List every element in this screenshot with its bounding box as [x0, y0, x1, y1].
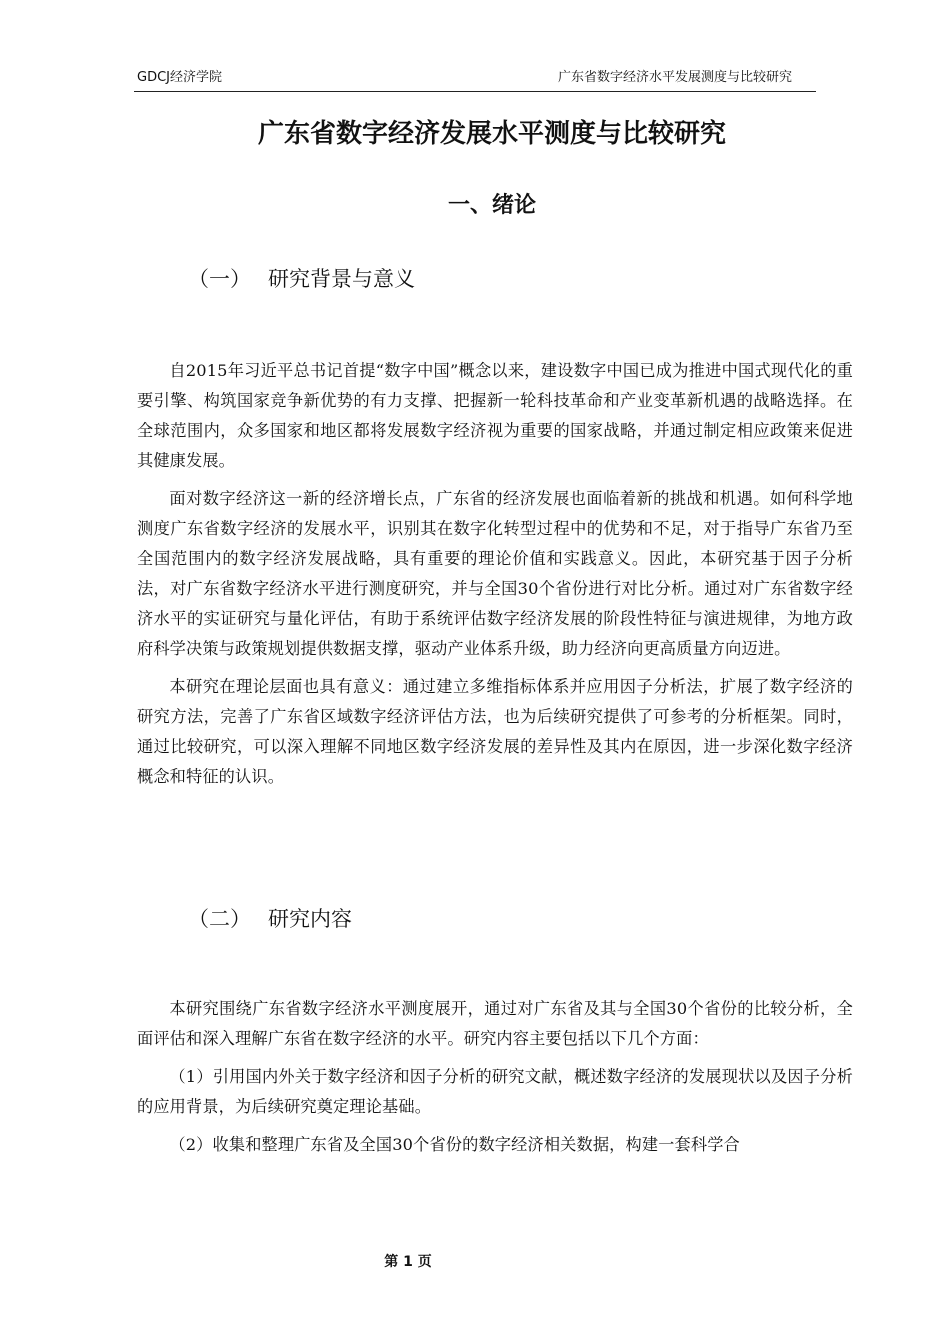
paragraph: 面对数字经济这一新的经济增长点，广东省的经济发展也面临着新的挑战和机遇。如何科学地测度广东省数字经济的发展水平，识别其在数字化转型过程中的优势和不足，对于指导广东省乃至全国范围内的数字经济发展战略，具有重要的理论价值和实践意义。因此，本研究基于因子分析法，对广东省数字经济水平进行测度研究，并与全国30个省份进行对比分析。通过对广东省数字经济水平的实证研究与量化评估，有助于系统评估数字经济发展的阶段性特征与演进规律，为地方政府科学决策与政策规划提供数据支撑，驱动产业体系升级，助力经济向更高质量方向迈进。	[137, 489, 853, 658]
section-body-content	[137, 994, 853, 1168]
page-title: 广东省数字经济发展水平测度与比较研究	[257, 119, 726, 149]
header-institution: GDCJ经济学院	[137, 70, 222, 85]
section-number: （一）	[188, 267, 251, 291]
paragraph: 本研究围绕广东省数字经济水平测度展开，通过对广东省及其与全国30个省份的比较分析，全面评估和深入理解广东省在数字经济的水平。研究内容主要包括以下几个方面：	[137, 999, 853, 1048]
page-number: 第 1 页	[384, 1254, 432, 1270]
section-heading-content	[188, 904, 352, 934]
section-title: 研究内容	[268, 907, 352, 931]
chapter-heading: 一、绪论	[447, 193, 536, 218]
section-body-background	[137, 356, 853, 800]
section-heading-background	[188, 264, 415, 294]
header-divider	[134, 91, 816, 92]
paragraph: 本研究在理论层面也具有意义：通过建立多维指标体系并应用因子分析法，扩展了数字经济的研究方法，完善了广东省区域数字经济评估方法，也为后续研究提供了可参考的分析框架。同时，通过比较研究，可以深入理解不同地区数字经济发展的差异性及其内在原因，进一步深化数字经济概念和特征的认识。	[137, 677, 853, 786]
paragraph: 自2015年习近平总书记首提“数字中国”概念以来，建设数字中国已成为推进中国式现代化的重要引擎、构筑国家竞争新优势的有力支撑、把握新一轮科技革命和产业变革新机遇的战略选择。在全球范围内，众多国家和地区都将发展数字经济视为重要的国家战略，并通过制定相应政策来促进其健康发展。	[137, 361, 853, 470]
section-number: （二）	[188, 907, 251, 931]
section-title: 研究背景与意义	[268, 267, 415, 291]
list-item: （1）引用国内外关于数字经济和因子分析的研究文献，概述数字经济的发展现状以及因子分析的应用背景，为后续研究奠定理论基础。	[137, 1067, 853, 1116]
list-item: （2）收集和整理广东省及全国30个省份的数字经济相关数据，构建一套科学合	[169, 1135, 740, 1154]
header-running-title: 广东省数字经济水平发展测度与比较研究	[557, 70, 792, 85]
